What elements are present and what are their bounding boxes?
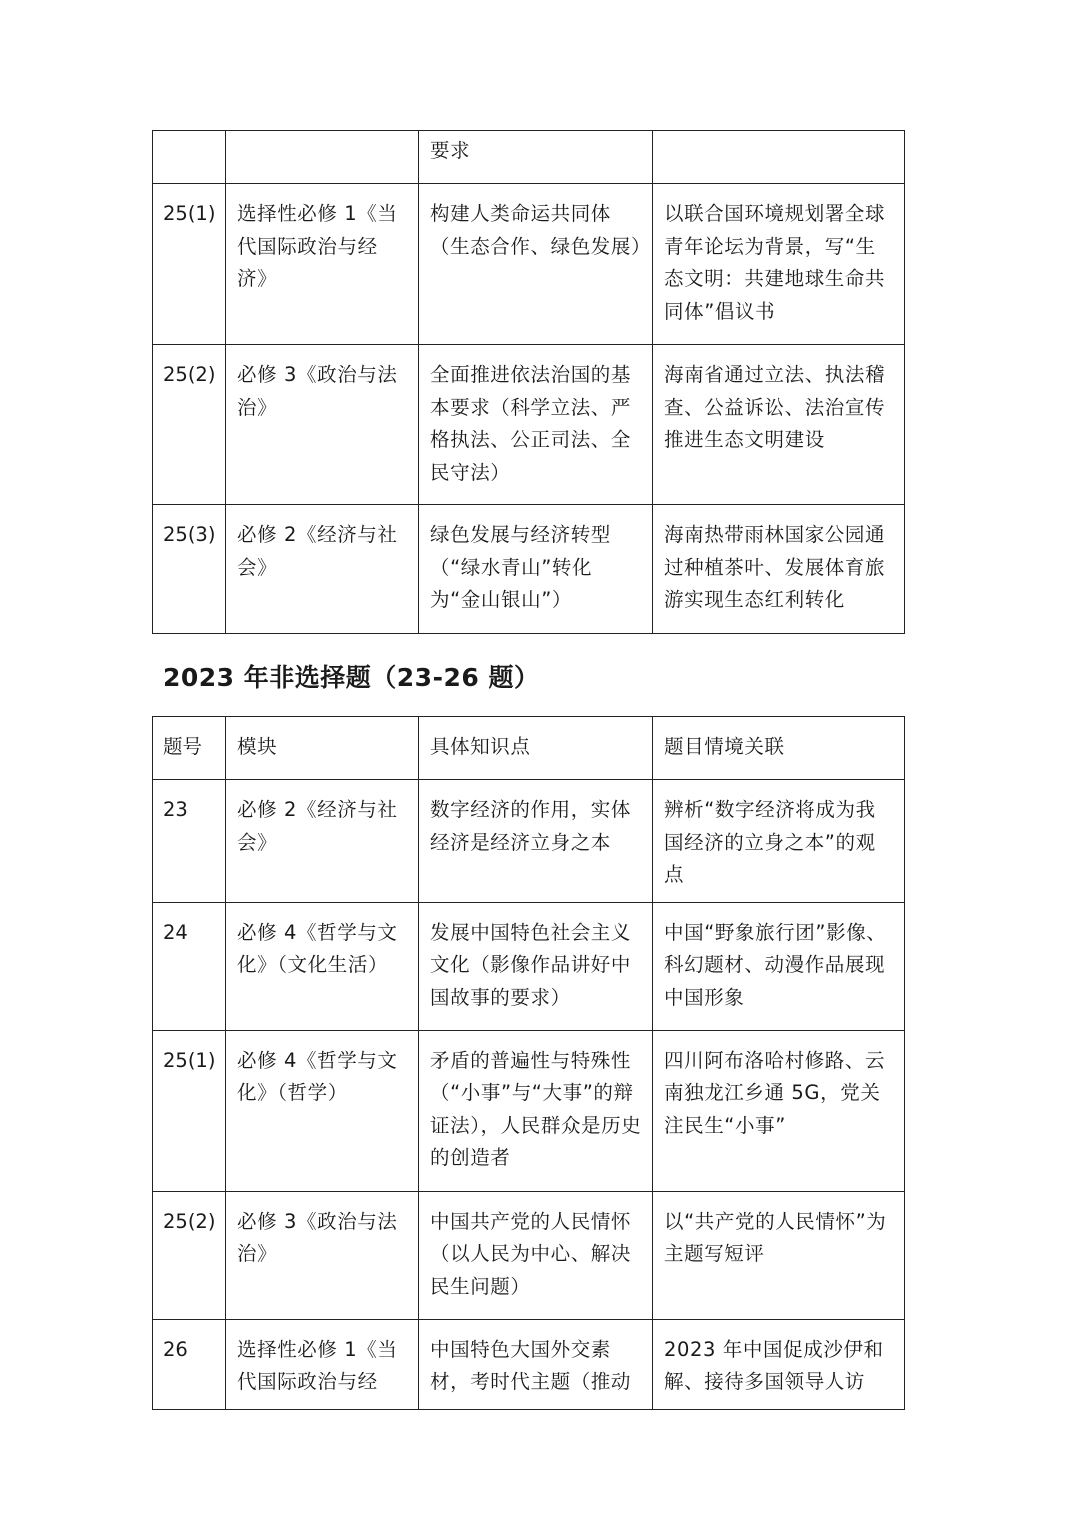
context-cell xyxy=(653,131,905,184)
module-cell: 选择性必修 1《当代国际政治与经济》 xyxy=(226,184,419,345)
context-cell: 海南热带雨林国家公园通过种植茶叶、发展体育旅游实现生态红利转化 xyxy=(653,505,905,634)
knowledge-point-cell: 绿色发展与经济转型（“绿水青山”转化为“金山银山”） xyxy=(419,505,653,634)
context-cell: 以“共产党的人民情怀”为主题写短评 xyxy=(653,1191,905,1319)
module-cell: 必修 4《哲学与文化》（哲学） xyxy=(226,1030,419,1191)
module-cell: 必修 3《政治与法治》 xyxy=(226,345,419,505)
knowledge-table-2023 xyxy=(152,716,905,1410)
table-row xyxy=(153,902,905,1030)
context-cell: 四川阿布洛哈村修路、云南独龙江乡通 5G，党关注民生“小事” xyxy=(653,1030,905,1191)
table-row xyxy=(153,345,905,505)
question-number-cell: 25(3) xyxy=(153,505,226,634)
context-cell: 中国“野象旅行团”影像、科幻题材、动漫作品展现中国形象 xyxy=(653,902,905,1030)
knowledge-table-continued xyxy=(152,130,905,634)
knowledge-point-cell: 矛盾的普遍性与特殊性（“小事”与“大事”的辩证法），人民群众是历史的创造者 xyxy=(419,1030,653,1191)
context-cell: 海南省通过立法、执法稽查、公益诉讼、法治宣传推进生态文明建设 xyxy=(653,345,905,505)
knowledge-point-cell: 要求 xyxy=(419,131,653,184)
knowledge-point-cell: 数字经济的作用，实体经济是经济立身之本 xyxy=(419,780,653,903)
table-row xyxy=(153,1030,905,1191)
header-context: 题目情境关联 xyxy=(653,717,905,780)
module-cell xyxy=(226,131,419,184)
table-row xyxy=(153,131,905,184)
question-number-cell: 25(1) xyxy=(153,184,226,345)
question-number-cell: 25(2) xyxy=(153,345,226,505)
question-number-cell: 24 xyxy=(153,902,226,1030)
question-number-cell: 23 xyxy=(153,780,226,903)
question-number-cell: 25(2) xyxy=(153,1191,226,1319)
module-cell: 必修 2《经济与社会》 xyxy=(226,505,419,634)
header-knowledge-point: 具体知识点 xyxy=(419,717,653,780)
knowledge-point-cell: 中国共产党的人民情怀（以人民为中心、解决民生问题） xyxy=(419,1191,653,1319)
table-row xyxy=(153,1319,905,1409)
context-cell: 辨析“数字经济将成为我国经济的立身之本”的观点 xyxy=(653,780,905,903)
context-cell: 以联合国环境规划署全球青年论坛为背景，写“生态文明：共建地球生命共同体”倡议书 xyxy=(653,184,905,345)
table-row xyxy=(153,1191,905,1319)
table-row xyxy=(153,780,905,903)
context-cell: 2023 年中国促成沙伊和解、接待多国领导人访 xyxy=(653,1319,905,1409)
knowledge-point-cell: 全面推进依法治国的基本要求（科学立法、严格执法、公正司法、全民守法） xyxy=(419,345,653,505)
module-cell: 必修 3《政治与法治》 xyxy=(226,1191,419,1319)
knowledge-point-cell: 发展中国特色社会主义文化（影像作品讲好中国故事的要求） xyxy=(419,902,653,1030)
question-number-cell: 25(1) xyxy=(153,1030,226,1191)
module-cell: 必修 4《哲学与文化》（文化生活） xyxy=(226,902,419,1030)
module-cell: 选择性必修 1《当代国际政治与经 xyxy=(226,1319,419,1409)
header-question-number: 题号 xyxy=(153,717,226,780)
section-heading: 2023 年非选择题（23-26 题） xyxy=(163,663,540,692)
table-row xyxy=(153,505,905,634)
table-row xyxy=(153,184,905,345)
question-number-cell: 26 xyxy=(153,1319,226,1409)
module-cell: 必修 2《经济与社会》 xyxy=(226,780,419,903)
knowledge-point-cell: 构建人类命运共同体（生态合作、绿色发展） xyxy=(419,184,653,345)
table-header-row xyxy=(153,717,905,780)
knowledge-point-cell: 中国特色大国外交素材，考时代主题（推动 xyxy=(419,1319,653,1409)
question-number-cell xyxy=(153,131,226,184)
header-module: 模块 xyxy=(226,717,419,780)
